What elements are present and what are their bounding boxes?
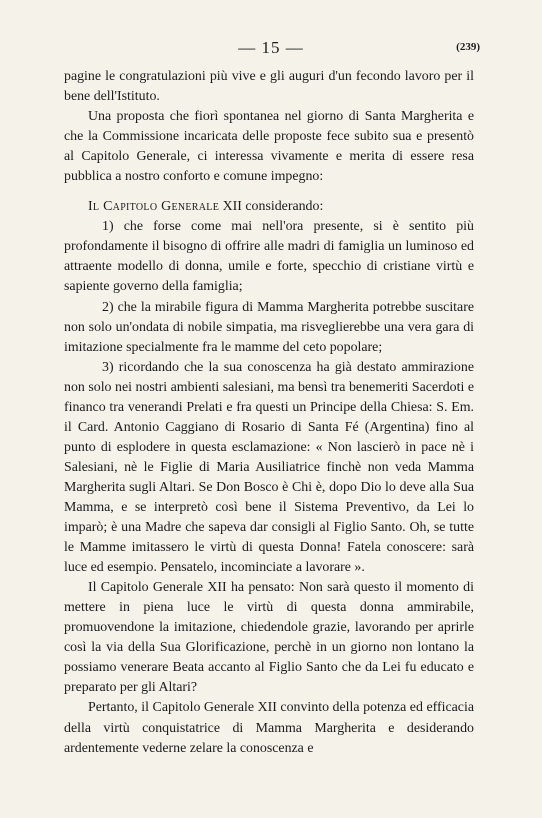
capitolo-heading-number: XII xyxy=(222,199,242,215)
paragraph-proposal: Una proposta che fiorì spontanea nel giorno di Santa Margherita e che la Commissione incaricata delle proposte fece subito sua e presentò al Capitolo Generale, ci interessa vivamente e merita di essere resa pubblica a nostro conforto e comune impegno: xyxy=(64,109,474,185)
page-number: — 15 — xyxy=(238,38,304,57)
page-reference-number: (239) xyxy=(456,41,480,53)
body-text xyxy=(64,67,474,759)
capitolo-heading-smallcaps: Il Capitolo Generale xyxy=(88,199,220,215)
capitolo-heading-considerando: considerando: xyxy=(245,199,324,215)
paragraph-point-2: 2) che la mirabile figura di Mamma Margherita potrebbe suscitare non solo un'ondata di nobile simpatia, ma risveglierebbe una vera gara di imitazione specialmente fra le mamme del ceto popolare; xyxy=(64,299,474,355)
page-header xyxy=(0,38,542,58)
paragraph-continuation: pagine le congratulazioni più vive e gli auguri d'un fecondo lavoro per il bene dell'Istituto. xyxy=(64,69,474,105)
paragraph-point-3: 3) ricordando che la sua conoscenza ha già destato ammirazione non solo nei nostri ambienti salesiani, ma bensì tra benemeriti Sacerdoti e financo tra venerandi Prelati e fra questi un Principe della Chiesa: S. Em. il Card. Antonio Caggiano di Rosario di Santa Fé (Argentina) fino al punto di esplodere in questa esclamazione: « Non lascierò in pace nè i Salesiani, nè le Figlie di Maria Ausiliatrice finchè non veda Mamma Margherita sugli Altari. Se Don Bosco è Chi è, dopo Dio lo deve alla Sua Mamma, e se interpretò così bene il Sistema Preventivo, da Lei lo imparò; è una Madre che sapeva dar consigli al Figlio Santo. Oh, se tutte le Mamme imitassero le virtù di questa Donna! Fatela conoscere: sarà luce ed esempio. Pensatelo, incominciate a lavorare ». xyxy=(64,359,474,576)
paragraph-point-1: 1) che forse come mai nell'ora presente, si è sentito più profondamente il bisogno di offrire alle madri di famiglia un luminoso ed attraente modello di donna, umile e forte, specchio di cristiane virtù e sapiente governo della famiglia; xyxy=(64,219,474,295)
paragraph-capitolo-thought: Il Capitolo Generale XII ha pensato: Non sarà questo il momento di mettere in piena luce le virtù di questa donna ammirabile, promuovendone la imitazione, chiedendole grazie, lavorando per aprirle così la via della Sua Glorificazione, perchè in un giorno non lontano la possiamo venerare Beata accanto al Figlio Santo che da Lei fu educato e preparato per gli Altari? xyxy=(64,580,474,696)
paragraph-capitolo-heading xyxy=(64,197,474,217)
paragraph-pertanto: Pertanto, il Capitolo Generale XII convinto della potenza ed efficacia della virtù conquistatrice di Mamma Margherita e desiderando ardentemente vederne zelare la conoscenza e xyxy=(64,700,474,756)
